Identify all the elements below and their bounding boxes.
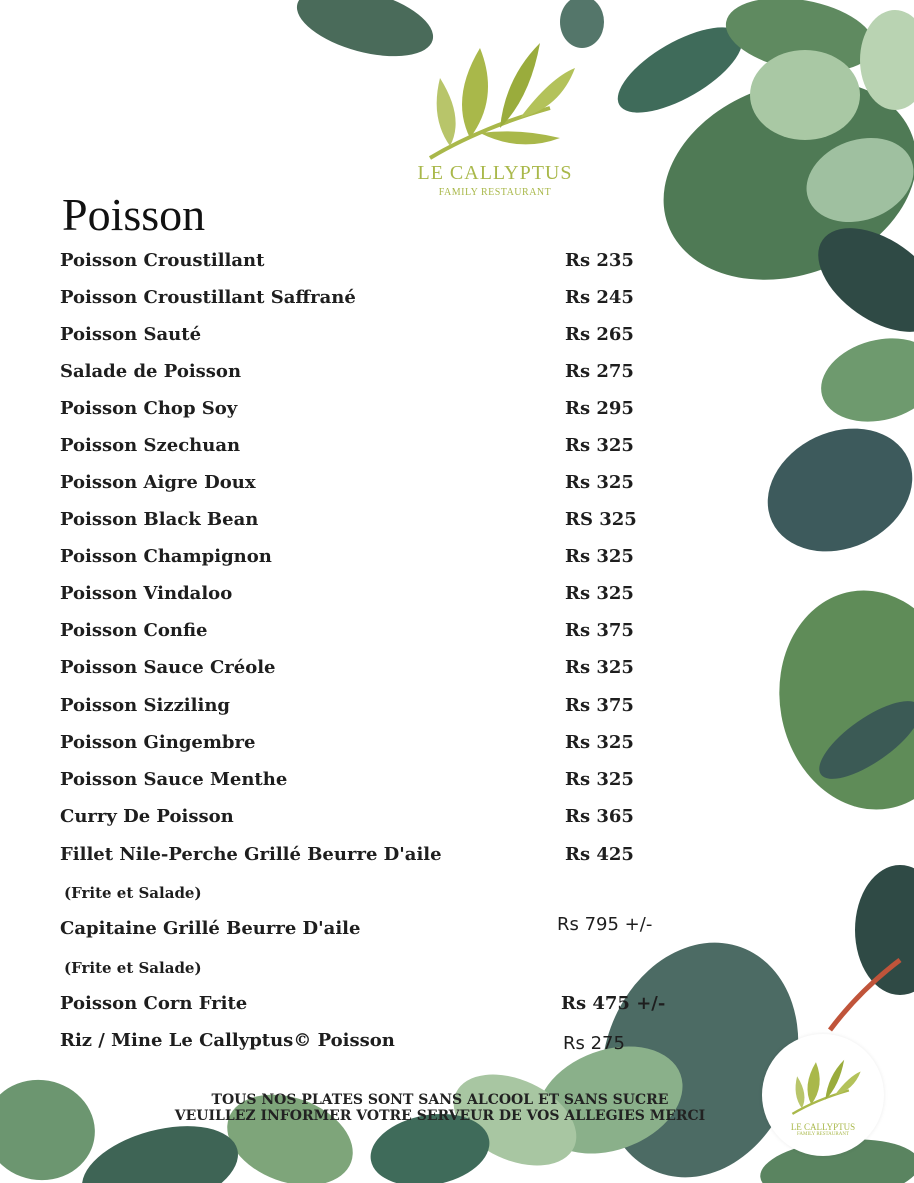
menu-item-price: Rs 275 — [565, 361, 634, 382]
menu-item-price: Rs 325 — [565, 472, 634, 493]
menu-item-price: Rs 375 — [565, 695, 634, 716]
menu-item-price: RS 325 — [565, 509, 637, 530]
menu-item-price: Rs 325 — [565, 583, 634, 604]
menu-item-price: Rs 375 — [565, 620, 634, 641]
menu-item-price: Rs 245 — [565, 287, 634, 308]
menu-item-name: Poisson Croustillant — [60, 250, 265, 271]
menu-item-note: (Frite et Salade) — [64, 884, 202, 902]
menu-item-name: Salade de Poisson — [60, 361, 242, 382]
allergy-notice — [100, 1092, 780, 1124]
menu-item-name: Curry De Poisson — [60, 806, 234, 827]
menu-item-name: Poisson Vindaloo — [60, 583, 233, 604]
menu-item-price: Rs 235 — [565, 250, 634, 271]
leaf — [812, 326, 914, 434]
menu-item-price: Rs 325 — [565, 657, 634, 678]
menu-item-price: Rs 795 +/- — [557, 914, 653, 935]
menu-item-price: Rs 325 — [565, 732, 634, 753]
leaf — [750, 50, 860, 140]
menu-item-note: (Frite et Salade) — [64, 959, 202, 977]
badge-name: LE CALLYPTUS — [790, 1122, 856, 1132]
menu-item-name: Poisson Black Bean — [60, 509, 259, 530]
menu-item-price: Rs 265 — [565, 324, 634, 345]
menu-item-name: Poisson Croustillant Saffrané — [60, 287, 356, 308]
leaf — [762, 576, 914, 824]
menu-item-price: Rs 275 — [563, 1033, 625, 1054]
menu-item-name: Poisson Sauce Menthe — [60, 769, 288, 790]
leaf — [0, 1071, 103, 1183]
leaf — [748, 406, 914, 575]
menu-item-name: Poisson Szechuan — [60, 435, 241, 456]
menu-item-price: Rs 475 +/- — [561, 993, 666, 1014]
logo-subtitle: FAMILY RESTAURANT — [438, 187, 552, 198]
notice-line-1: TOUS NOS PLATES SONT SANS ALCOOL ET SANS SUCRE — [211, 1092, 669, 1108]
menu-item-name: Poisson Sizziling — [60, 695, 230, 716]
menu-item-name: Poisson Aigre Doux — [60, 472, 256, 493]
logo-badge — [762, 1034, 884, 1156]
menu-item-name: Poisson Confie — [60, 620, 208, 641]
logo-name: LE CALLYPTUS — [417, 162, 573, 184]
menu-item-name: Poisson Gingembre — [60, 732, 256, 753]
menu-item-name: Poisson Corn Frite — [60, 993, 248, 1014]
menu-item-price: Rs 325 — [565, 435, 634, 456]
section-title: Poisson — [62, 189, 206, 240]
menu-item-name: Riz / Mine Le Callyptus© Poisson — [60, 1030, 395, 1051]
olive-branch-icon — [783, 1056, 863, 1120]
badge-subtitle: FAMILY RESTAURANT — [796, 1132, 850, 1137]
menu-item-price: Rs 365 — [565, 806, 634, 827]
menu-item-name: Capitaine Grillé Beurre D'aile — [60, 918, 361, 939]
menu-item-price: Rs 325 — [565, 769, 634, 790]
menu-item-name: Poisson Sauté — [60, 324, 202, 345]
menu-item-name: Poisson Champignon — [60, 546, 272, 567]
notice-line-2: VEUILLEZ INFORMER VOTRE SERVEUR DE VOS ALLEGIES MERCI — [174, 1108, 706, 1124]
menu-item-name: Poisson Chop Soy — [60, 398, 238, 419]
menu-item-price: Rs 325 — [565, 546, 634, 567]
menu-item-name: Fillet Nile-Perche Grillé Beurre D'aile — [60, 844, 442, 865]
menu-item-price: Rs 295 — [565, 398, 634, 419]
restaurant-logo — [385, 38, 605, 208]
menu-item-name: Poisson Sauce Créole — [60, 657, 276, 678]
olive-branch-icon — [410, 38, 580, 168]
menu-item-price: Rs 425 — [565, 844, 634, 865]
